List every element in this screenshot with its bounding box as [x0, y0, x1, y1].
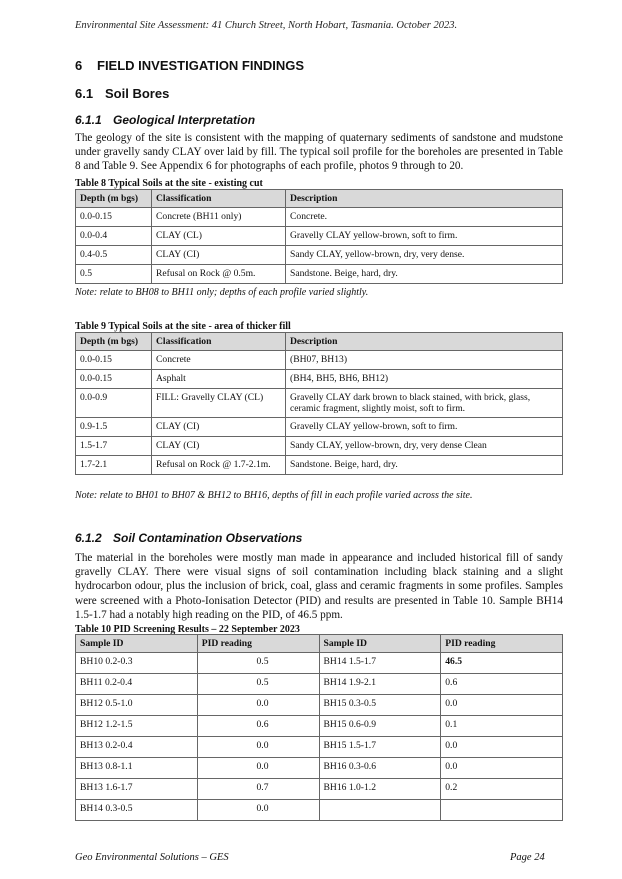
table10-header-cell: PID reading [197, 635, 319, 653]
table-row [76, 758, 563, 779]
table-cell: Sandy CLAY, yellow-brown, dry, very dense. [286, 246, 563, 265]
table-cell: 1.5-1.7 [76, 437, 152, 456]
section-number: 6 [75, 58, 83, 73]
table-row [76, 800, 563, 821]
contam-title: Soil Contamination Observations [113, 531, 303, 545]
page-number: Page 24 [510, 852, 545, 863]
table10 [75, 634, 563, 821]
table-cell: Sandstone. Beige, hard, dry. [286, 265, 563, 284]
table-cell: CLAY (CI) [152, 418, 286, 437]
table-row [76, 716, 563, 737]
section-title: FIELD INVESTIGATION FINDINGS [97, 58, 305, 73]
table8-caption: Table 8 Typical Soils at the site - existing cut [75, 178, 263, 189]
geo-paragraph: The geology of the site is consistent with the mapping of quaternary sediments of sandstone and mudstone under gravelly sandy CLAY over laid by fill. The typical soil profile for the boreholes are presented in Table 8 and Table 9. See Appendix 6 for photographs of each profile, photos 9 through to 20. [75, 132, 563, 173]
table10-header-row [76, 635, 563, 653]
table8-header-cell: Depth (m bgs) [76, 190, 152, 208]
table8 [75, 189, 563, 284]
table-cell: 0.0 [197, 737, 319, 758]
table-cell: Asphalt [152, 370, 286, 389]
table-cell: 0.0-0.15 [76, 370, 152, 389]
table-cell: 0.9-1.5 [76, 418, 152, 437]
table-cell: Sandy CLAY, yellow-brown, dry, very dense Clean [286, 437, 563, 456]
contam-heading [75, 531, 302, 545]
table-cell: CLAY (CL) [152, 227, 286, 246]
table-cell: BH15 0.3-0.5 [319, 695, 441, 716]
table-row [76, 737, 563, 758]
table-row [76, 370, 563, 389]
table-cell: Refusal on Rock @ 1.7-2.1m. [152, 456, 286, 475]
table-row [76, 246, 563, 265]
table-cell: BH15 1.5-1.7 [319, 737, 441, 758]
table9-caption: Table 9 Typical Soils at the site - area of thicker fill [75, 321, 291, 332]
table-cell: CLAY (CI) [152, 246, 286, 265]
subsection-title: Soil Bores [105, 86, 170, 101]
table-cell: 0.5 [197, 653, 319, 674]
subsection-number: 6.1 [75, 86, 94, 101]
table-cell: CLAY (CI) [152, 437, 286, 456]
table-cell: Concrete [152, 351, 286, 370]
table-cell: BH13 0.2-0.4 [76, 737, 198, 758]
table9-header-row [76, 333, 563, 351]
table-cell: (BH07, BH13) [286, 351, 563, 370]
table-row [76, 351, 563, 370]
table-cell: 0.5 [76, 265, 152, 284]
table-cell: 0.0-0.9 [76, 389, 152, 418]
table8-header-cell: Description [286, 190, 563, 208]
table-row [76, 456, 563, 475]
table-cell: BH14 1.5-1.7 [319, 653, 441, 674]
geo-title: Geological Interpretation [113, 113, 256, 127]
table-cell: 0.0-0.15 [76, 208, 152, 227]
table-cell [319, 800, 441, 821]
page-footer: Geo Environmental Solutions – GES [75, 852, 229, 863]
table9-header-cell: Description [286, 333, 563, 351]
section-heading [75, 58, 304, 73]
table-cell: BH14 1.9-2.1 [319, 674, 441, 695]
table-cell: 0.7 [197, 779, 319, 800]
table-row [76, 208, 563, 227]
table-cell: FILL: Gravelly CLAY (CL) [152, 389, 286, 418]
table-cell: 0.6 [441, 674, 563, 695]
table-cell: 0.0 [441, 695, 563, 716]
geo-heading [75, 113, 255, 127]
table-cell: 0.0 [197, 695, 319, 716]
table8-header-row [76, 190, 563, 208]
table-cell: 0.6 [197, 716, 319, 737]
table-cell: 0.0 [441, 737, 563, 758]
table-cell: BH16 1.0-1.2 [319, 779, 441, 800]
table9-note: Note: relate to BH01 to BH07 & BH12 to BH16, depths of fill in each profile varied across the site. [75, 490, 473, 501]
table-cell: 0.0 [197, 758, 319, 779]
contam-number: 6.1.2 [75, 531, 102, 545]
table-row [76, 389, 563, 418]
table-cell: 0.4-0.5 [76, 246, 152, 265]
table10-header-cell: Sample ID [76, 635, 198, 653]
table-cell: (BH4, BH5, BH6, BH12) [286, 370, 563, 389]
table-cell: BH15 0.6-0.9 [319, 716, 441, 737]
table8-header-cell: Classification [152, 190, 286, 208]
table-cell: Concrete. [286, 208, 563, 227]
table-cell: 0.0 [441, 758, 563, 779]
page-header: Environmental Site Assessment: 41 Church Street, North Hobart, Tasmania. October 2023. [75, 20, 458, 31]
table-cell: BH13 1.6-1.7 [76, 779, 198, 800]
table10-header-cell: Sample ID [319, 635, 441, 653]
table8-note: Note: relate to BH08 to BH11 only; depths of each profile varied slightly. [75, 287, 369, 298]
table-cell: 0.0-0.15 [76, 351, 152, 370]
table-cell: Sandstone. Beige, hard, dry. [286, 456, 563, 475]
table-cell: BH16 0.3-0.6 [319, 758, 441, 779]
table-cell: 0.5 [197, 674, 319, 695]
table-cell: 0.1 [441, 716, 563, 737]
subsection-heading [75, 86, 169, 101]
table-cell [441, 800, 563, 821]
contam-paragraph: The material in the boreholes were mostly man made in appearance and included historical fill of sandy gravelly CLAY. There were visual signs of soil contamination including black staining and a slight hydrocarbon odour, plus the inclusion of brick, coal, glass and ceramic fragments in some profiles. Samples were screened with a Photo-Ionisation Detector (PID) and results are presented in Table 10. Sample BH14 1.5-1.7 had a notably high reading on the PID, of 46.5 ppm. [75, 552, 563, 621]
table-cell: Gravelly CLAY dark brown to black stained, with brick, glass, ceramic fragment, slightly moist, soft to firm. [286, 389, 563, 418]
table-cell: Concrete (BH11 only) [152, 208, 286, 227]
table-row [76, 779, 563, 800]
table-cell: BH14 0.3-0.5 [76, 800, 198, 821]
table-cell: Refusal on Rock @ 0.5m. [152, 265, 286, 284]
table-cell: BH12 1.2-1.5 [76, 716, 198, 737]
table-cell: BH12 0.5-1.0 [76, 695, 198, 716]
table-cell: BH10 0.2-0.3 [76, 653, 198, 674]
table9-header-cell: Depth (m bgs) [76, 333, 152, 351]
table-row [76, 265, 563, 284]
table-cell: Gravelly CLAY yellow-brown, soft to firm. [286, 418, 563, 437]
table-cell: BH11 0.2-0.4 [76, 674, 198, 695]
table-row [76, 437, 563, 456]
table9 [75, 332, 563, 475]
table10-header-cell: PID reading [441, 635, 563, 653]
table-cell: Gravelly CLAY yellow-brown, soft to firm. [286, 227, 563, 246]
table-row [76, 227, 563, 246]
table10-caption: Table 10 PID Screening Results – 22 September 2023 [75, 624, 300, 635]
table-cell: 1.7-2.1 [76, 456, 152, 475]
table-row [76, 695, 563, 716]
table-cell: 0.0-0.4 [76, 227, 152, 246]
table-cell: BH13 0.8-1.1 [76, 758, 198, 779]
table9-header-cell: Classification [152, 333, 286, 351]
table-cell-highlight: 46.5 [441, 653, 563, 674]
table-row [76, 418, 563, 437]
table-row [76, 674, 563, 695]
table-cell: 0.2 [441, 779, 563, 800]
table-row [76, 653, 563, 674]
geo-number: 6.1.1 [75, 113, 102, 127]
table-cell: 0.0 [197, 800, 319, 821]
